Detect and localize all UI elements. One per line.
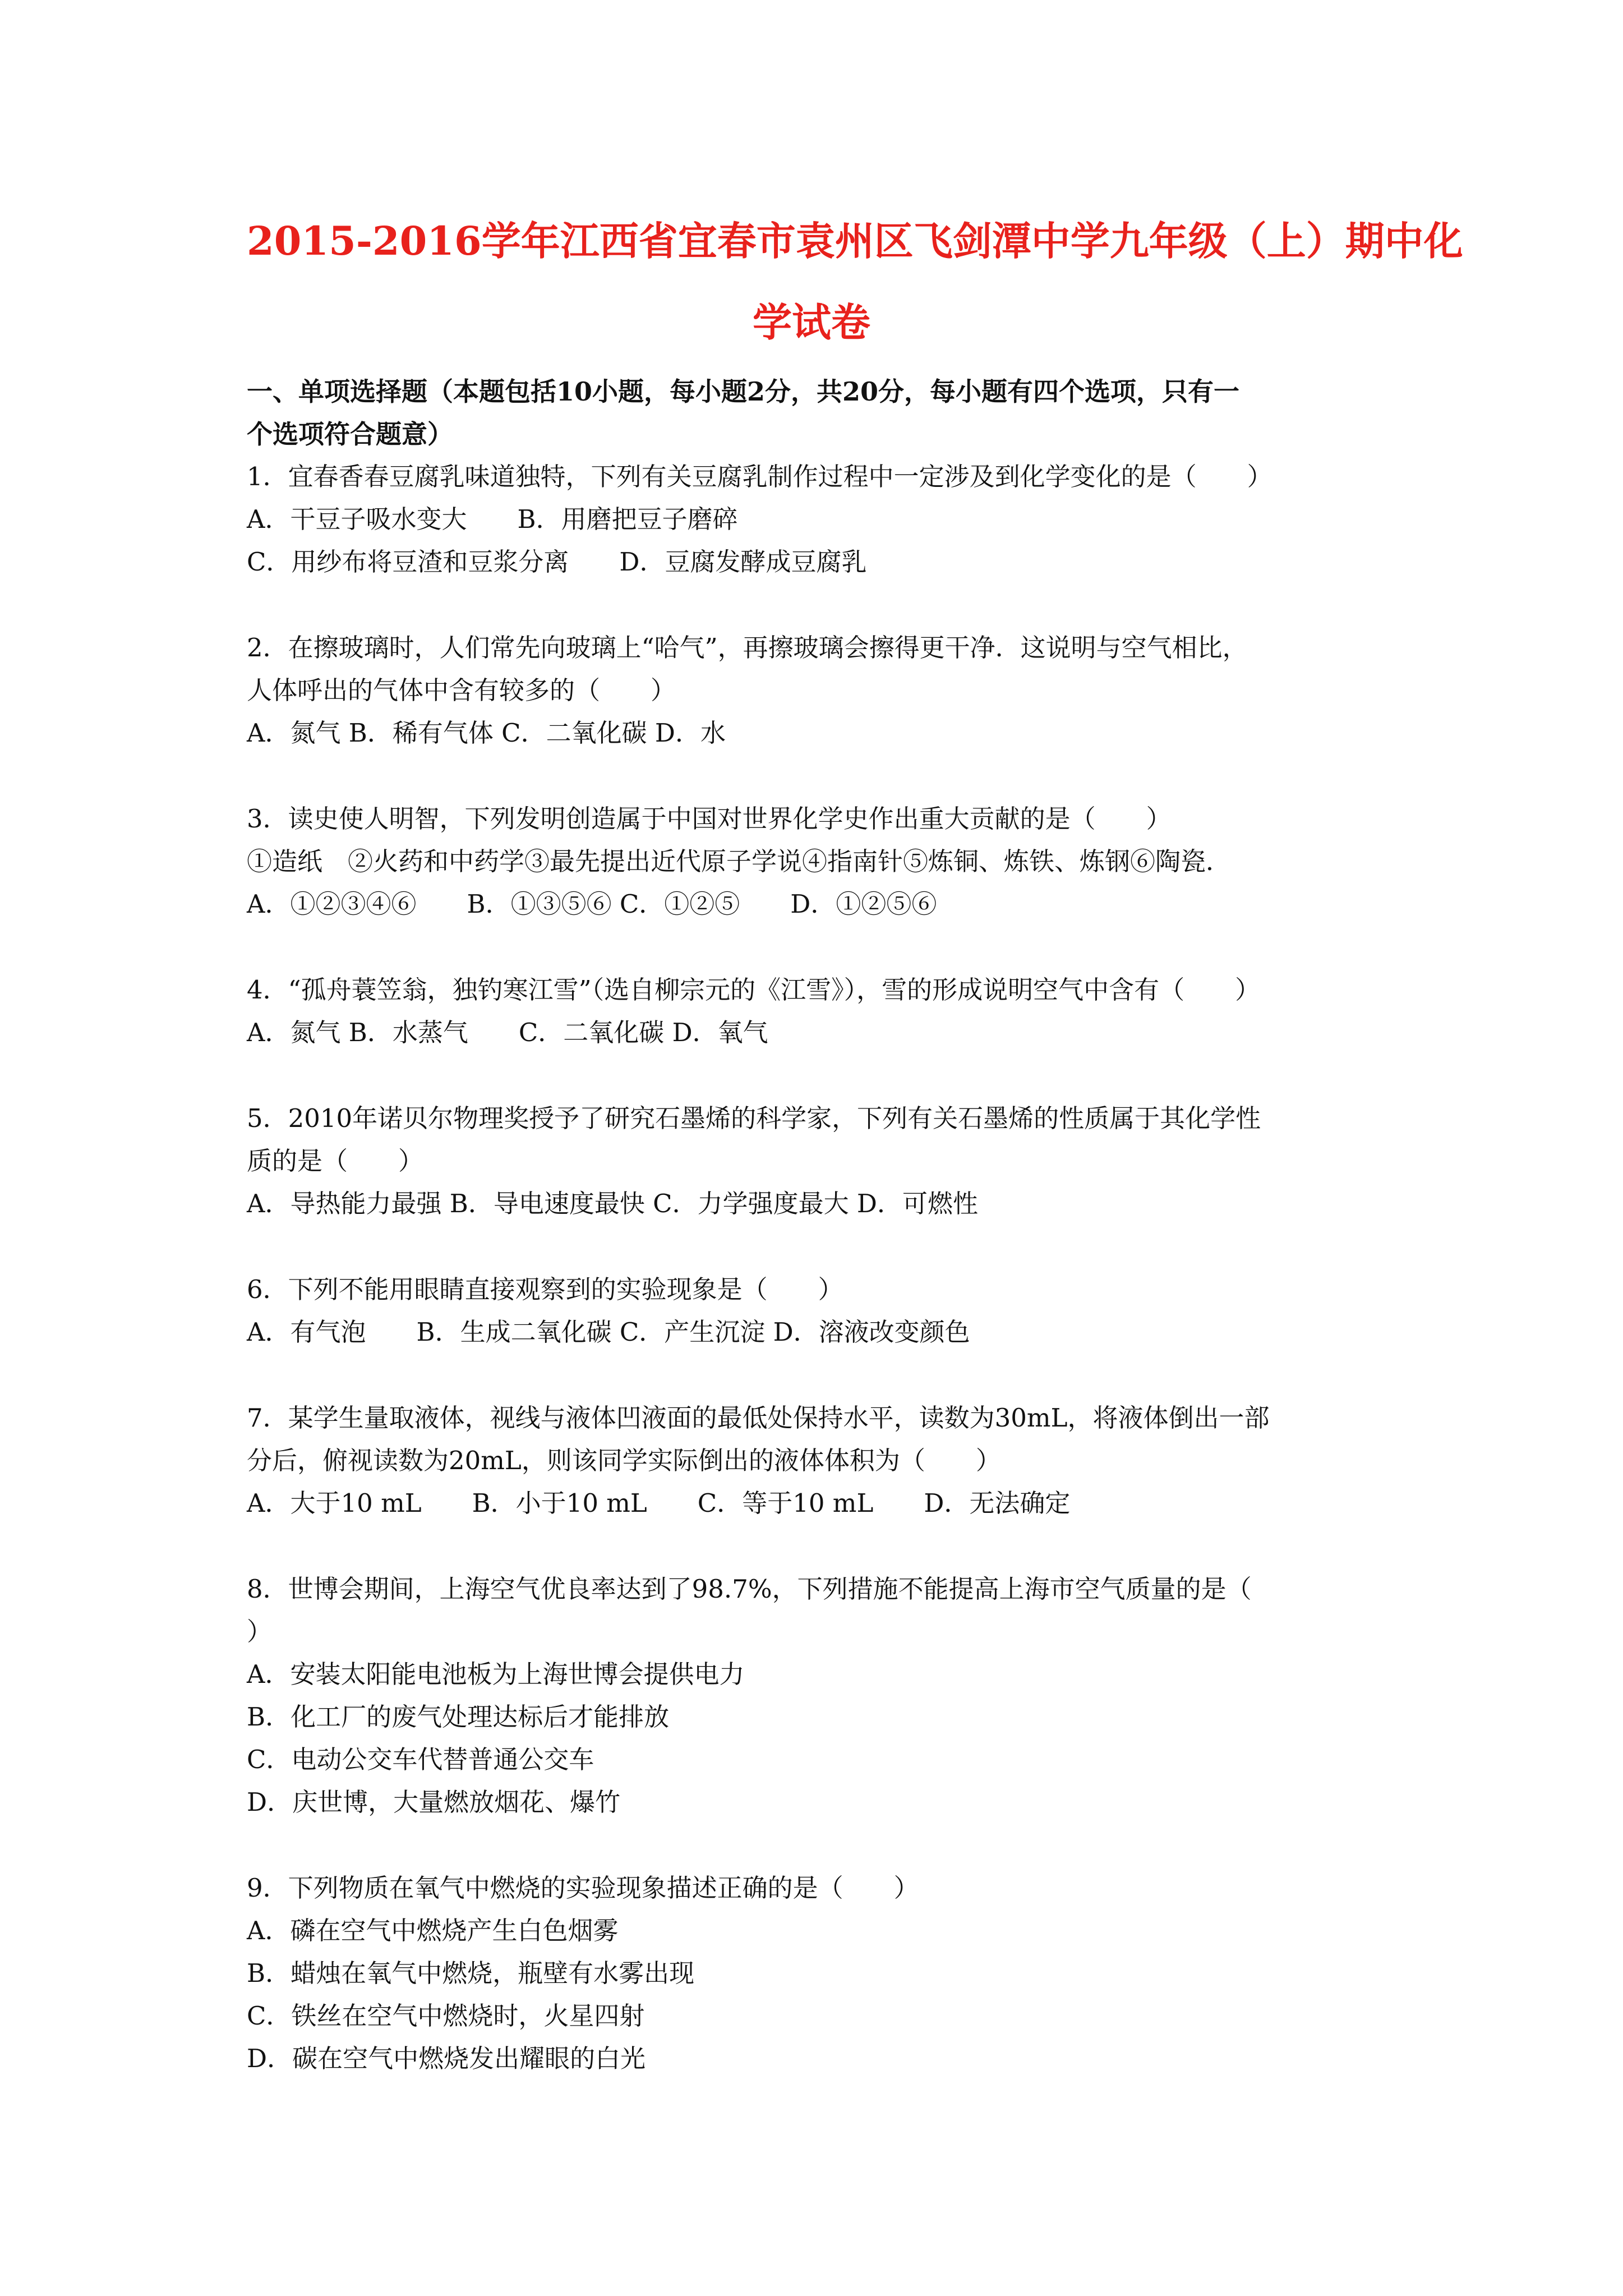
- question-7: [247, 1397, 1385, 1525]
- exam-content: [247, 370, 1385, 2080]
- question-option: A．氮气 B．水蒸气 C．二氧化碳 D．氧气: [247, 1018, 768, 1047]
- question-stem: 1．宜春香春豆腐乳味道独特，下列有关豆腐乳制作过程中一定涉及到化学变化的是（ ）: [247, 462, 1272, 491]
- section-heading-line-2: 个选项符合题意）: [247, 419, 453, 449]
- question-stem: 7．某学生量取液体，视线与液体凹液面的最低处保持水平，读数为30mL，将液体倒出一部: [247, 1403, 1270, 1433]
- question-stem: 人体呼出的气体中含有较多的（ ）: [247, 675, 676, 705]
- question-9: [247, 1867, 1385, 2080]
- question-stem: 9．下列物质在氧气中燃烧的实验现象描述正确的是（ ）: [247, 1873, 919, 1903]
- question-option: A．氮气 B．稀有气体 C．二氧化碳 D．水: [247, 718, 726, 748]
- spacer: [247, 1525, 1385, 1568]
- question-3: [247, 798, 1385, 926]
- question-option: A．①②③④⑥ B．①③⑤⑥ C．①②⑤ D．①②⑤⑥: [247, 889, 937, 919]
- spacer: [247, 583, 1385, 627]
- question-option: C．铁丝在空气中燃烧时，火星四射: [247, 2001, 645, 2031]
- question-option: A．大于10 mL B．小于10 mL C．等于10 mL D．无法确定: [247, 1488, 1071, 1518]
- section-heading-line-1: 一、单项选择题（本题包括10小题，每小题2分，共20分，每小题有四个选项，只有一: [247, 376, 1240, 407]
- question-option: D．庆世博，大量燃放烟花、爆竹: [247, 1787, 621, 1817]
- question-option: A．干豆子吸水变大 B．用磨把豆子磨碎: [247, 504, 738, 534]
- question-5: [247, 1097, 1385, 1225]
- question-option: A．磷在空气中燃烧产生白色烟雾: [247, 1916, 619, 1945]
- spacer: [247, 1054, 1385, 1097]
- exam-title-line-1: 2015-2016学年江西省宜春市袁州区飞剑潭中学九年级（上）期中化: [247, 218, 1463, 264]
- question-option: A．有气泡 B．生成二氧化碳 C．产生沉淀 D．溶液改变颜色: [247, 1317, 970, 1347]
- spacer: [247, 754, 1385, 798]
- spacer: [247, 1354, 1385, 1397]
- question-1: [247, 455, 1385, 583]
- question-option: B．化工厂的废气处理达标后才能排放: [247, 1702, 670, 1732]
- question-stem: 质的是（ ）: [247, 1146, 424, 1176]
- question-8: [247, 1568, 1385, 1824]
- spacer: [247, 926, 1385, 969]
- question-stem: 8．世博会期间，上海空气优良率达到了98.7%，下列措施不能提高上海市空气质量的是（: [247, 1574, 1252, 1604]
- question-stem: ①造纸 ②火药和中药学③最先提出近代原子学说④指南针⑤炼铜、炼铁、炼钢⑥陶瓷．: [247, 846, 1232, 876]
- question-option: B．蜡烛在氧气中燃烧，瓶壁有水雾出现: [247, 1958, 695, 1988]
- question-6: [247, 1268, 1385, 1354]
- question-stem: 5．2010年诺贝尔物理奖授予了研究石墨烯的科学家，下列有关石墨烯的性质属于其化学性: [247, 1103, 1261, 1133]
- question-stem: 6．下列不能用眼睛直接观察到的实验现象是（ ）: [247, 1274, 843, 1304]
- question-option: A．导热能力最强 B．导电速度最快 C．力学强度最大 D．可燃性: [247, 1189, 978, 1218]
- question-option: D．碳在空气中燃烧发出耀眼的白光: [247, 2044, 646, 2073]
- question-option: C．用纱布将豆渣和豆浆分离 D．豆腐发酵成豆腐乳: [247, 547, 867, 577]
- question-2: [247, 627, 1385, 754]
- question-stem: 3．读史使人明智，下列发明创造属于中国对世界化学史作出重大贡献的是（ ）: [247, 804, 1172, 834]
- question-4: [247, 969, 1385, 1054]
- question-option: A．安装太阳能电池板为上海世博会提供电力: [247, 1659, 745, 1689]
- question-stem: 2．在擦玻璃时，人们常先向玻璃上“哈气”，再擦玻璃会擦得更干净．这说明与空气相比，: [247, 633, 1248, 662]
- question-stem: 4．“孤舟蓑笠翁，独钓寒江雪”（选自柳宗元的《江雪》），雪的形成说明空气中含有（ ）: [247, 975, 1261, 1005]
- question-option: C．电动公交车代替普通公交车: [247, 1745, 594, 1774]
- question-stem: 分后，俯视读数为20mL，则该同学实际倒出的液体体积为（ ）: [247, 1446, 1001, 1475]
- question-stem: ）: [247, 1617, 273, 1646]
- spacer: [247, 1824, 1385, 1867]
- exam-title-line-2: 学试卷: [753, 299, 870, 346]
- spacer: [247, 1225, 1385, 1268]
